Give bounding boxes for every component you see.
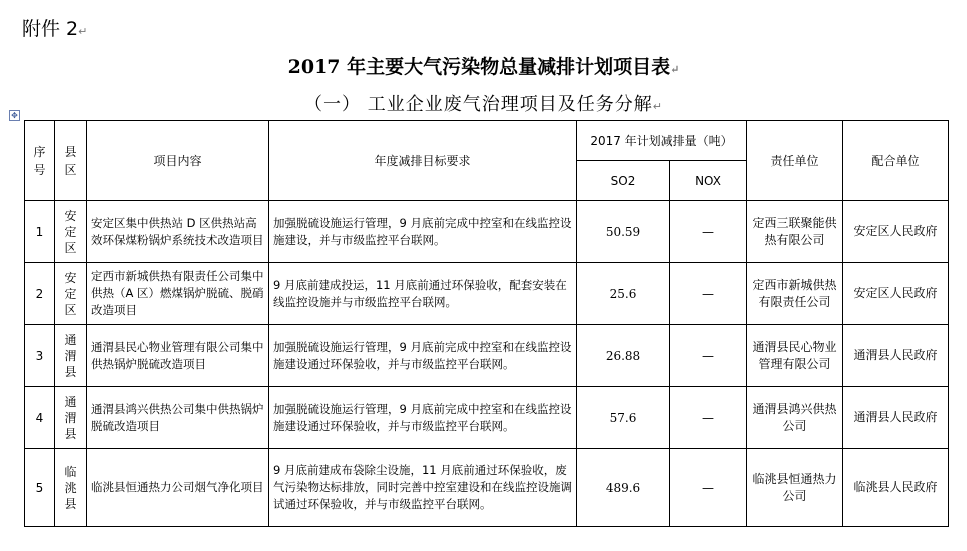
row-so2: 50.59 — [577, 201, 670, 263]
reduction-plan-table — [24, 120, 949, 527]
document-subtitle: （一） 工业企业废气治理项目及任务分解↵ — [304, 94, 663, 115]
header-responsible-unit: 责任单位 — [747, 121, 843, 201]
row-target: 9 月底前建成布袋除尘设施，11 月底前通过环保验收，废气污染物达标排放，同时完善中控室建设和在线监控设施调试通过环保验收，并与市级监控平台联网。 — [269, 449, 577, 527]
row-target: 加强脱硫设施运行管理，9 月底前完成中控室和在线监控设施建设通过环保验收，并与市级监控平台联网。 — [269, 325, 577, 387]
row-cooperating-unit: 安定区人民政府 — [843, 263, 949, 325]
row-seq: 2 — [25, 263, 55, 325]
row-nox: — — [670, 263, 747, 325]
row-nox: — — [670, 449, 747, 527]
row-project: 安定区集中供热站 D 区供热站高效环保煤粉锅炉系统技术改造项目 — [87, 201, 269, 263]
row-responsible-unit: 定西三联聚能供热有限公司 — [747, 201, 843, 263]
row-county: 通渭县 — [55, 325, 87, 387]
row-responsible-unit: 通渭县鸿兴供热公司 — [747, 387, 843, 449]
row-county: 临洮县 — [55, 449, 87, 527]
row-cooperating-unit: 通渭县人民政府 — [843, 325, 949, 387]
row-seq: 1 — [25, 201, 55, 263]
header-nox: NOX — [670, 161, 747, 201]
row-nox: — — [670, 325, 747, 387]
header-so2: SO2 — [577, 161, 670, 201]
row-cooperating-unit: 安定区人民政府 — [843, 201, 949, 263]
row-nox: — — [670, 201, 747, 263]
row-county: 安定区 — [55, 263, 87, 325]
row-project: 临洮县恒通热力公司烟气净化项目 — [87, 449, 269, 527]
attachment-label: 附件 2↵ — [22, 18, 88, 40]
header-county: 县区 — [55, 121, 87, 201]
header-target: 年度减排目标要求 — [269, 121, 577, 201]
row-seq: 3 — [25, 325, 55, 387]
row-target: 加强脱硫设施运行管理，9 月底前完成中控室和在线监控设施建设通过环保验收，并与市级监控平台联网。 — [269, 387, 577, 449]
table-row — [25, 201, 949, 263]
row-so2: 25.6 — [577, 263, 670, 325]
header-planned-reduction: 2017 年计划减排量（吨） — [577, 121, 747, 161]
row-cooperating-unit: 通渭县人民政府 — [843, 387, 949, 449]
table-row — [25, 325, 949, 387]
document-title: 2017 年主要大气污染物总量减排计划项目表↵ — [287, 56, 680, 78]
row-so2: 489.6 — [577, 449, 670, 527]
row-responsible-unit: 定西市新城供热有限责任公司 — [747, 263, 843, 325]
row-project: 定西市新城供热有限责任公司集中供热（A 区）燃煤锅炉脱硫、脱硝改造项目 — [87, 263, 269, 325]
table-row — [25, 449, 949, 527]
header-project: 项目内容 — [87, 121, 269, 201]
row-so2: 26.88 — [577, 325, 670, 387]
header-cooperating-unit: 配合单位 — [843, 121, 949, 201]
row-responsible-unit: 通渭县民心物业管理有限公司 — [747, 325, 843, 387]
row-seq: 4 — [25, 387, 55, 449]
row-nox: — — [670, 387, 747, 449]
table-row — [25, 263, 949, 325]
row-target: 9 月底前建成投运，11 月底前通过环保验收，配套安装在线监控设施并与市级监控平台联网。 — [269, 263, 577, 325]
row-cooperating-unit: 临洮县人民政府 — [843, 449, 949, 527]
row-county: 通渭县 — [55, 387, 87, 449]
row-so2: 57.6 — [577, 387, 670, 449]
table-row — [25, 387, 949, 449]
row-target: 加强脱硫设施运行管理，9 月底前完成中控室和在线监控设施建设，并与市级监控平台联网。 — [269, 201, 577, 263]
row-project: 通渭县民心物业管理有限公司集中供热锅炉脱硫改造项目 — [87, 325, 269, 387]
row-county: 安定区 — [55, 201, 87, 263]
table-move-handle-icon[interactable]: ✥ — [9, 110, 20, 121]
row-seq: 5 — [25, 449, 55, 527]
header-seq: 序号 — [25, 121, 55, 201]
row-responsible-unit: 临洮县恒通热力公司 — [747, 449, 843, 527]
row-project: 通渭县鸿兴供热公司集中供热锅炉脱硫改造项目 — [87, 387, 269, 449]
